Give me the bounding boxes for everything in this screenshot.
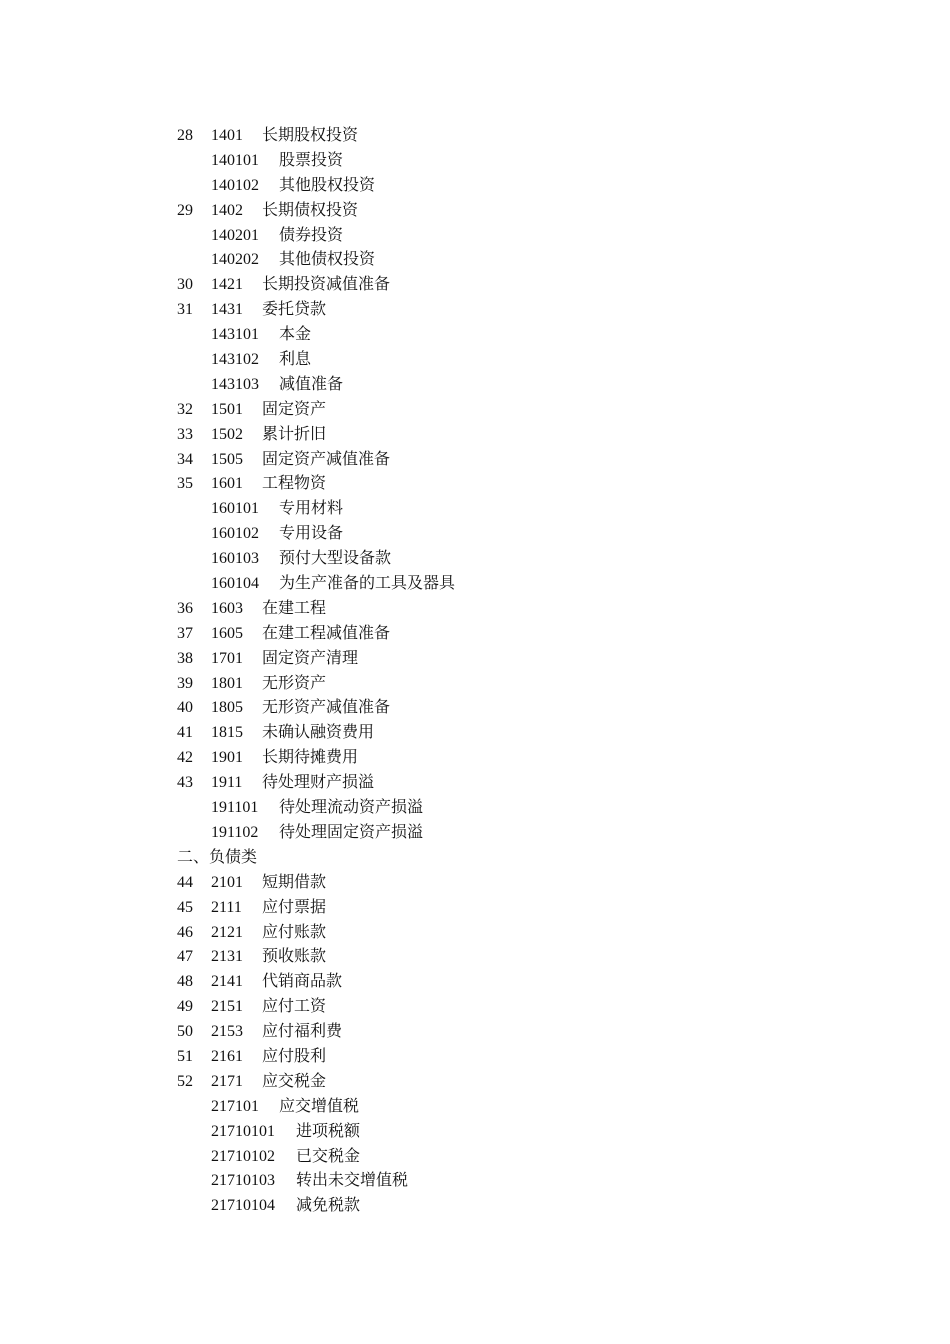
sub-account-row: [0, 1120, 950, 1145]
account-row: [0, 871, 950, 896]
account-name: 长期待摊费用: [262, 749, 359, 767]
account-code: 191101: [211, 799, 259, 817]
account-number: 48: [177, 973, 193, 991]
sub-account-row: [0, 821, 950, 846]
sub-account-row: [0, 1169, 950, 1194]
account-code: 140201: [211, 226, 259, 244]
account-name: 固定资产减值准备: [262, 450, 391, 468]
account-code: 2153: [211, 1023, 243, 1041]
account-name: 应付票据: [262, 898, 327, 916]
account-row: [0, 672, 950, 697]
account-name: 减值准备: [279, 375, 344, 393]
account-name: 转出未交增值税: [296, 1172, 409, 1190]
account-name: 应付账款: [262, 923, 327, 941]
account-name: 待处理固定资产损溢: [279, 823, 424, 841]
account-number: 45: [177, 898, 193, 916]
account-name: 本金: [279, 326, 312, 344]
account-name: 无形资产: [262, 674, 327, 692]
account-name: 专用设备: [279, 525, 344, 543]
account-number: 38: [177, 649, 193, 667]
account-number: 31: [177, 301, 193, 319]
account-code: 1502: [211, 425, 243, 443]
account-row: [0, 472, 950, 497]
account-name: 为生产准备的工具及器具: [279, 575, 456, 593]
account-name: 长期投资减值准备: [262, 276, 391, 294]
account-row: [0, 448, 950, 473]
account-code: 2121: [211, 923, 243, 941]
account-code: 2131: [211, 948, 243, 966]
account-code: 1605: [211, 624, 243, 642]
account-code: 217101: [211, 1097, 259, 1115]
account-code: 2171: [211, 1072, 243, 1090]
account-row: [0, 298, 950, 323]
account-code: 21710101: [211, 1122, 275, 1140]
account-code: 21710102: [211, 1147, 275, 1165]
account-number: 37: [177, 624, 193, 642]
account-code: 1815: [211, 724, 243, 742]
account-name: 应交增值税: [279, 1097, 360, 1115]
account-name: 应付福利费: [262, 1023, 343, 1041]
account-number: 49: [177, 998, 193, 1016]
account-row: [0, 995, 950, 1020]
account-number: 41: [177, 724, 193, 742]
account-name: 利息: [279, 351, 312, 369]
account-name: 无形资产减值准备: [262, 699, 391, 717]
account-number: 40: [177, 699, 193, 717]
account-name: 短期借款: [262, 873, 327, 891]
account-number: 42: [177, 749, 193, 767]
account-code: 2111: [211, 898, 242, 916]
account-name: 在建工程: [262, 599, 327, 617]
account-code: 140202: [211, 251, 259, 269]
account-name: 累计折旧: [262, 425, 327, 443]
account-code: 1601: [211, 475, 243, 493]
account-code: 160104: [211, 575, 259, 593]
account-code: 140101: [211, 151, 259, 169]
account-code: 160103: [211, 550, 259, 568]
sub-account-row: [0, 174, 950, 199]
account-number: 33: [177, 425, 193, 443]
account-code: 143101: [211, 326, 259, 344]
account-name: 长期股权投资: [262, 127, 359, 144]
account-name: 股票投资: [279, 151, 344, 169]
account-code: 2141: [211, 973, 243, 991]
account-code: 1701: [211, 649, 243, 667]
account-name: 预收账款: [262, 948, 327, 966]
account-name: 待处理财产损溢: [262, 774, 375, 792]
account-name: 长期债权投资: [262, 201, 359, 219]
sub-account-row: [0, 547, 950, 572]
account-code: 140102: [211, 176, 259, 194]
account-code: 21710103: [211, 1172, 275, 1190]
account-number: 29: [177, 201, 193, 219]
sub-account-row: [0, 1194, 950, 1219]
account-code: 1505: [211, 450, 243, 468]
sub-account-row: [0, 1095, 950, 1120]
account-code: 2161: [211, 1047, 243, 1065]
account-number: 52: [177, 1072, 193, 1090]
sub-account-row: [0, 796, 950, 821]
account-row: [0, 921, 950, 946]
account-number: 50: [177, 1023, 193, 1041]
sub-account-row: [0, 497, 950, 522]
account-name: 已交税金: [296, 1147, 361, 1165]
account-name: 固定资产: [262, 400, 327, 418]
account-name: 债券投资: [279, 226, 344, 244]
sub-account-row: [0, 248, 950, 273]
account-name: 应交税金: [262, 1072, 327, 1090]
sub-account-row: [0, 572, 950, 597]
account-name: 进项税额: [296, 1122, 361, 1140]
account-number: 39: [177, 674, 193, 692]
account-number: 32: [177, 400, 193, 418]
account-code: 1501: [211, 400, 243, 418]
account-number: 34: [177, 450, 193, 468]
account-row: [0, 647, 950, 672]
sub-account-row: [0, 149, 950, 174]
account-code: 21710104: [211, 1197, 275, 1215]
account-number: 51: [177, 1047, 193, 1065]
account-name: 固定资产清理: [262, 649, 359, 667]
account-row: [0, 398, 950, 423]
account-name: 预付大型设备款: [279, 550, 392, 568]
account-name: 其他债权投资: [279, 251, 376, 269]
account-code: 143103: [211, 375, 259, 393]
account-row: [0, 1020, 950, 1045]
account-row: [0, 1070, 950, 1095]
account-row: [0, 124, 950, 149]
account-row: [0, 273, 950, 298]
account-code: 2101: [211, 873, 243, 891]
account-list: [0, 124, 950, 1219]
sub-account-row: [0, 373, 950, 398]
account-name: 应付股利: [262, 1047, 327, 1065]
account-number: 28: [177, 127, 193, 144]
account-code: 1901: [211, 749, 243, 767]
sub-account-row: [0, 323, 950, 348]
account-row: [0, 896, 950, 921]
account-row: [0, 746, 950, 771]
account-name: 未确认融资费用: [262, 724, 375, 742]
account-row: [0, 771, 950, 796]
account-code: 1801: [211, 674, 243, 692]
sub-account-row: [0, 522, 950, 547]
account-name: 待处理流动资产损溢: [279, 799, 424, 817]
account-row: [0, 199, 950, 224]
account-row: [0, 622, 950, 647]
account-row: [0, 945, 950, 970]
account-code: 160102: [211, 525, 259, 543]
account-number: 47: [177, 948, 193, 966]
account-code: 143102: [211, 351, 259, 369]
account-row: [0, 721, 950, 746]
account-name: 委托贷款: [262, 301, 327, 319]
account-number: 35: [177, 475, 193, 493]
section-heading: [0, 846, 950, 871]
account-row: [0, 696, 950, 721]
account-name: 工程物资: [262, 475, 327, 493]
account-code: 1421: [211, 276, 243, 294]
account-row: [0, 423, 950, 448]
account-number: 44: [177, 873, 193, 891]
account-name: 应付工资: [262, 998, 327, 1016]
account-number: 36: [177, 599, 193, 617]
account-name: 专用材料: [279, 500, 344, 518]
account-name: 其他股权投资: [279, 176, 376, 194]
sub-account-row: [0, 224, 950, 249]
account-code: 1805: [211, 699, 243, 717]
account-number: 43: [177, 774, 193, 792]
account-name: 代销商品款: [262, 973, 343, 991]
section-title: 二、负债类: [177, 848, 258, 866]
account-number: 46: [177, 923, 193, 941]
account-number: 30: [177, 276, 193, 294]
sub-account-row: [0, 1145, 950, 1170]
account-code: 1402: [211, 201, 243, 219]
account-code: 1603: [211, 599, 243, 617]
account-code: 191102: [211, 823, 259, 841]
account-name: 减免税款: [296, 1197, 361, 1215]
account-row: [0, 597, 950, 622]
account-code: 1401: [211, 127, 243, 144]
account-row: [0, 1045, 950, 1070]
account-code: 1431: [211, 301, 243, 319]
account-code: 160101: [211, 500, 259, 518]
account-code: 2151: [211, 998, 243, 1016]
account-name: 在建工程减值准备: [262, 624, 391, 642]
account-row: [0, 970, 950, 995]
account-code: 1911: [211, 774, 243, 792]
sub-account-row: [0, 348, 950, 373]
